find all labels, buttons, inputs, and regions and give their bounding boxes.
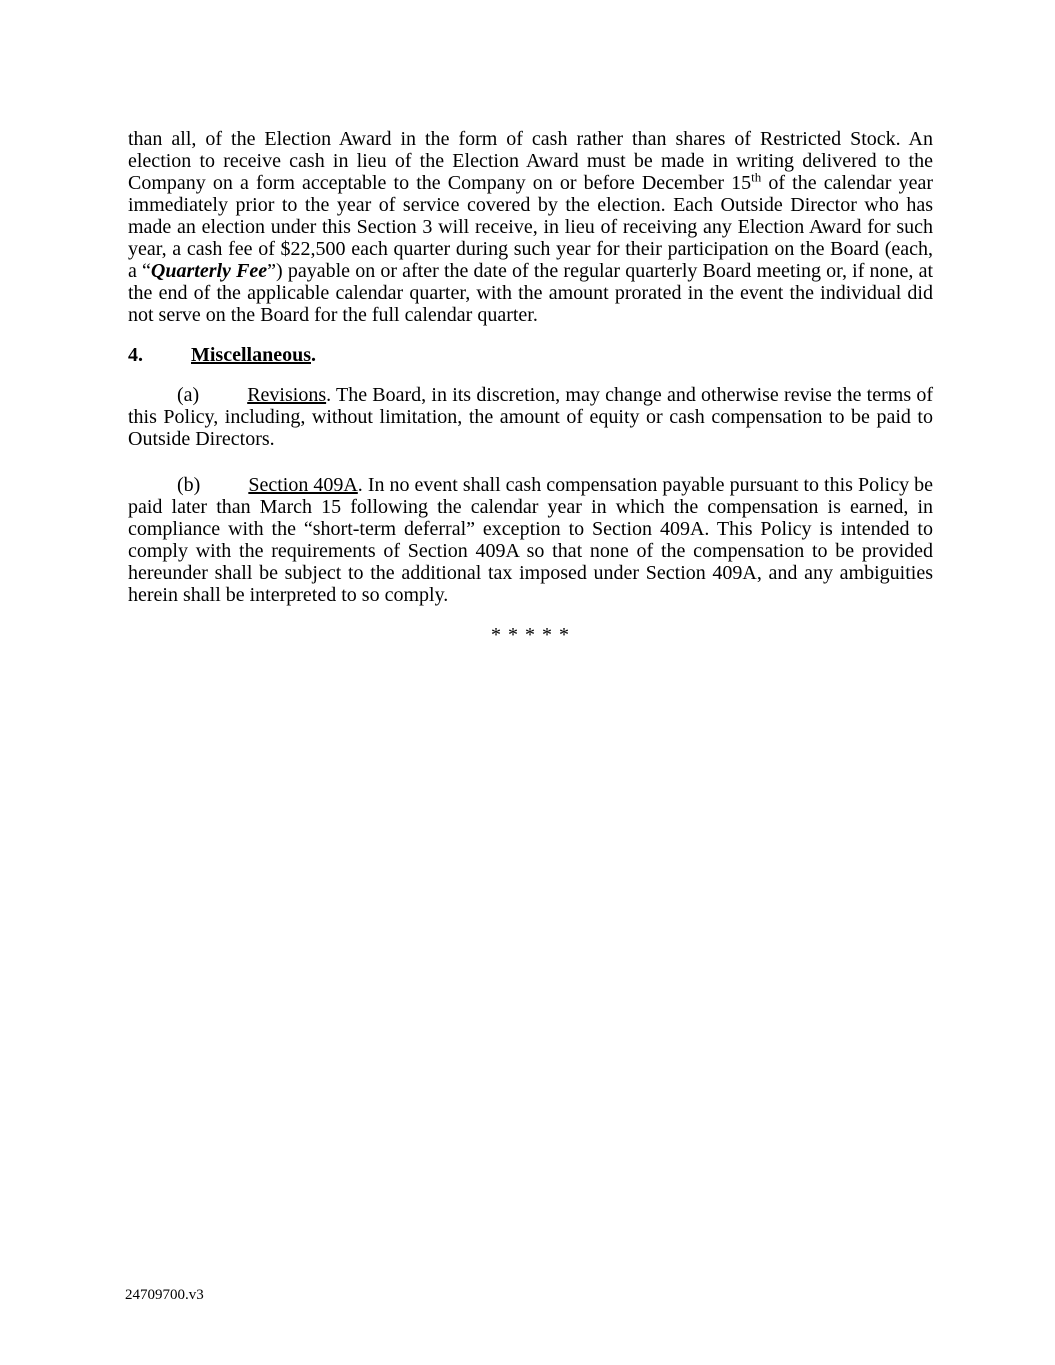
list-letter-run: (a) [177, 384, 200, 406]
text-run: than all, of the Election Award in the form of cash rather than shares of Restricted Stock. An election to receive cash in lieu of the Election Award must be made in writing delivered to the Company on a form acceptable to the Company on or before December 15 [128, 128, 933, 194]
section-4-miscellaneous-heading [128, 344, 933, 366]
document-number-footer: 24709700.v3 [125, 1287, 204, 1303]
text-run: . The Board, in its discretion, may change and otherwise revise the terms of this Policy, including, without limitation, the amount of equity or cash compensation to be paid to Outside Directors. [128, 384, 933, 450]
section-title-run: Miscellaneous [191, 344, 311, 366]
paragraph-a-revisions [128, 384, 933, 450]
section-title-period-run: . [311, 344, 316, 366]
paragraph-election-cash [128, 128, 933, 326]
text-run: ”) payable on or after the date of the regular quarterly Board meeting or, if none, at the end of the applicable calendar quarter, with the amount prorated in the event the individual did not serve on the Board for the full calendar quarter. [128, 260, 934, 326]
defined-term-run: Quarterly Fee [150, 260, 268, 282]
superscript-run: th [751, 169, 762, 185]
lead-in-run: Section 409A [248, 474, 358, 496]
text-run: of the calendar year immediately prior to the year of service covered by the election. Each Outside Director who has made an election under this Section 3 will receive, in lieu of receiving any Election Award for such year, a cash fee of $22,500 each quarter during such year for their participation on the Board (each, a “ [128, 172, 933, 282]
section-number-run: 4. [128, 344, 143, 366]
list-letter-run: (b) [177, 474, 201, 496]
asterisk-separator: * * * * * [491, 624, 570, 646]
lead-in-run: Revisions [247, 384, 327, 406]
text-run: . In no event shall cash compensation payable pursuant to this Policy be paid later than March 15 following the calendar year in which the compensation is earned, in compliance with the “short-term deferral” exception to Section 409A. This Policy is intended to comply with the requirements of Section 409A so that none of the compensation to be provided hereunder shall be subject to the additional tax imposed under Section 409A, and any ambiguities herein shall be interpreted to so comply. [128, 474, 934, 606]
document-content [128, 128, 933, 646]
paragraph-b-section-409a [128, 474, 933, 606]
